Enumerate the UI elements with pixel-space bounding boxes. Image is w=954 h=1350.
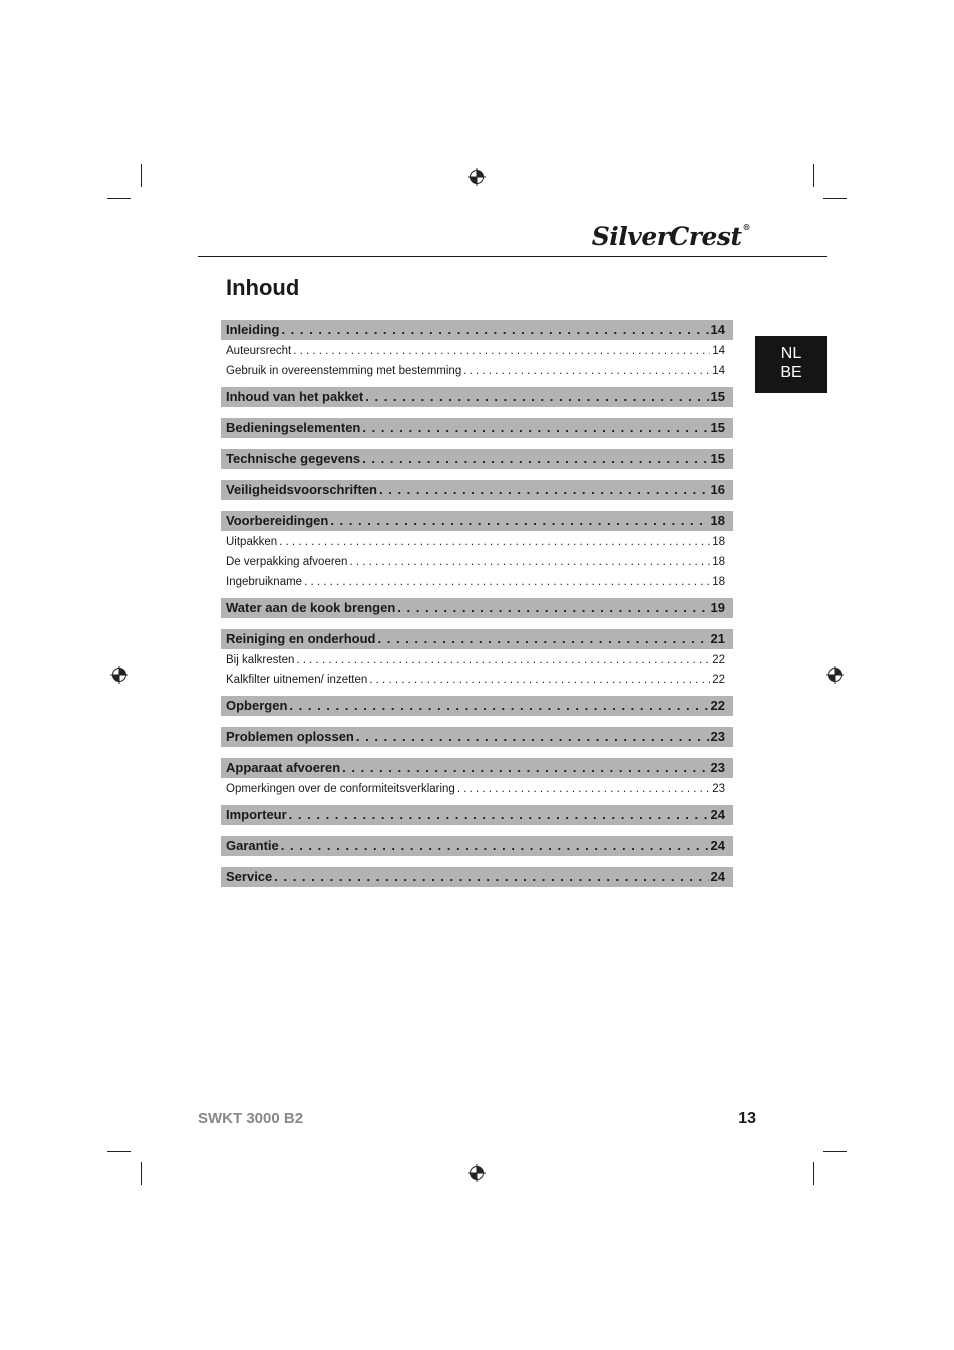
toc-subentry[interactable] (221, 552, 733, 572)
toc-entry[interactable] (221, 867, 733, 887)
toc-entry[interactable] (221, 449, 733, 469)
toc-subentry-page: 22 (712, 674, 725, 686)
registration-mark-icon (468, 1164, 486, 1182)
model-number: SWKT 3000 B2 (198, 1110, 304, 1127)
toc-entry[interactable] (221, 511, 733, 531)
toc-subentry[interactable] (221, 572, 733, 592)
brand-logo (560, 222, 750, 251)
toc-entry-page: 19 (710, 600, 725, 615)
toc-subentry-group (221, 779, 733, 799)
toc-entry[interactable] (221, 598, 733, 618)
toc-entry-page: 15 (710, 389, 725, 404)
toc-entry-title: Bedieningselementen (226, 420, 361, 435)
crop-mark (813, 1162, 814, 1185)
dot-leader (281, 320, 708, 340)
toc-subentry-group (221, 532, 733, 592)
dot-leader (330, 511, 708, 531)
toc-entry-page: 15 (710, 420, 725, 435)
dot-leader (279, 532, 710, 552)
toc-entry[interactable] (221, 629, 733, 649)
toc-subentry-page: 23 (712, 783, 725, 795)
toc-subentry[interactable] (221, 650, 733, 670)
table-of-contents (221, 320, 733, 887)
toc-entry[interactable] (221, 758, 733, 778)
toc-entry-page: 18 (710, 513, 725, 528)
language-code-nl: NL (780, 345, 802, 362)
dot-leader (342, 758, 708, 778)
dot-leader (369, 670, 710, 690)
dot-leader (463, 361, 710, 381)
toc-entry-page: 14 (710, 322, 725, 337)
dot-leader (281, 836, 709, 856)
page-title: Inhoud (226, 275, 300, 300)
crop-mark (141, 164, 142, 187)
dot-leader (349, 552, 710, 572)
crop-mark (107, 198, 131, 199)
toc-subentry-title: Bij kalkresten (226, 654, 295, 666)
toc-entry-title: Importeur (226, 807, 287, 822)
toc-entry-title: Inleiding (226, 322, 280, 337)
registration-mark-icon (468, 168, 486, 186)
dot-leader (304, 572, 710, 592)
crop-mark (823, 1151, 847, 1152)
toc-entry-title: Opbergen (226, 698, 288, 713)
toc-entry-page: 15 (710, 451, 725, 466)
toc-subentry-page: 22 (712, 654, 725, 666)
toc-subentry-title: Opmerkingen over de conformiteitsverklaring (226, 783, 455, 795)
toc-entry[interactable] (221, 805, 733, 825)
crop-mark (823, 198, 847, 199)
dot-leader (365, 387, 708, 407)
toc-subentry[interactable] (221, 532, 733, 552)
toc-entry-title: Apparaat afvoeren (226, 760, 341, 775)
dot-leader (293, 341, 710, 361)
toc-subentry[interactable] (221, 341, 733, 361)
registration-mark-icon (110, 666, 128, 684)
toc-entry-title: Voorbereidingen (226, 513, 329, 528)
dot-leader (274, 867, 708, 887)
toc-entry-title: Technische gegevens (226, 451, 361, 466)
toc-entry-page: 24 (710, 869, 725, 884)
toc-subentry-title: Uitpakken (226, 536, 278, 548)
toc-subentry-title: Ingebruikname (226, 576, 303, 588)
toc-entry-title: Water aan de kook brengen (226, 600, 396, 615)
toc-entry-title: Garantie (226, 838, 279, 853)
page-number: 13 (738, 1110, 756, 1127)
toc-subentry[interactable] (221, 779, 733, 799)
dot-leader (362, 418, 708, 438)
dot-leader (289, 805, 709, 825)
dot-leader (362, 449, 708, 469)
toc-entry-page: 16 (710, 482, 725, 497)
header-rule (198, 256, 827, 257)
toc-entry-title: Problemen oplossen (226, 729, 354, 744)
toc-entry[interactable] (221, 836, 733, 856)
toc-entry[interactable] (221, 696, 733, 716)
toc-subentry[interactable] (221, 670, 733, 690)
toc-entry-page: 23 (710, 760, 725, 775)
dot-leader (457, 779, 710, 799)
toc-entry-title: Veiligheidsvoorschriften (226, 482, 377, 497)
toc-subentry-page: 18 (712, 556, 725, 568)
crop-mark (813, 164, 814, 187)
toc-entry-page: 23 (710, 729, 725, 744)
dot-leader (356, 727, 709, 747)
toc-entry[interactable] (221, 480, 733, 500)
crop-mark (107, 1151, 131, 1152)
toc-subentry-title: Auteursrecht (226, 345, 292, 357)
language-tab (755, 336, 827, 393)
brand-name: SilverCrest (591, 222, 742, 251)
toc-subentry[interactable] (221, 361, 733, 381)
dot-leader (289, 696, 708, 716)
toc-entry[interactable] (221, 320, 733, 340)
toc-subentry-title: Kalkfilter uitnemen/ inzetten (226, 674, 368, 686)
toc-subentry-group (221, 650, 733, 690)
toc-entry[interactable] (221, 727, 733, 747)
toc-entry-page: 22 (710, 698, 725, 713)
toc-entry[interactable] (221, 387, 733, 407)
toc-subentry-page: 14 (712, 365, 725, 377)
registration-mark-icon (826, 666, 844, 684)
toc-subentry-page: 14 (712, 345, 725, 357)
toc-subentry-title: Gebruik in overeenstemming met bestemming (226, 365, 462, 377)
toc-entry-page: 21 (710, 631, 725, 646)
dot-leader (379, 480, 709, 500)
toc-entry-page: 24 (710, 807, 725, 822)
toc-entry[interactable] (221, 418, 733, 438)
toc-entry-title: Inhoud van het pakket (226, 389, 364, 404)
toc-entry-title: Service (226, 869, 273, 884)
registered-mark: ® (742, 222, 750, 232)
dot-leader (378, 629, 709, 649)
dot-leader (296, 650, 710, 670)
language-code-be: BE (780, 364, 802, 381)
toc-subentry-page: 18 (712, 536, 725, 548)
toc-subentry-page: 18 (712, 576, 725, 588)
toc-subentry-group (221, 341, 733, 381)
crop-mark (141, 1162, 142, 1185)
toc-entry-title: Reiniging en onderhoud (226, 631, 376, 646)
toc-subentry-title: De verpakking afvoeren (226, 556, 348, 568)
toc-entry-page: 24 (710, 838, 725, 853)
dot-leader (397, 598, 708, 618)
